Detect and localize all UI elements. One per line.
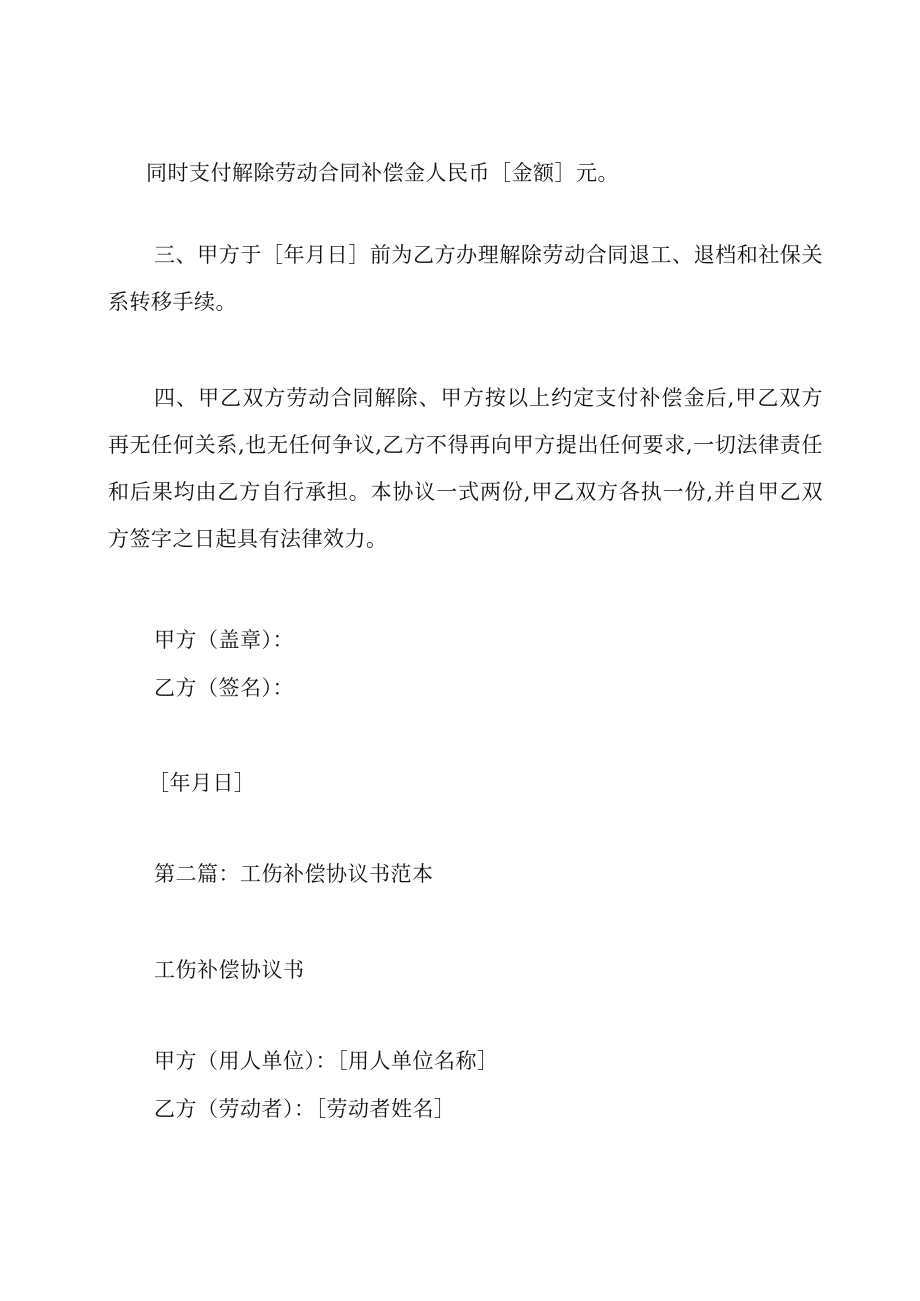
party-a-seal-line: 甲方（盖章）： bbox=[154, 628, 294, 652]
date-placeholder: ［年月日］ bbox=[148, 771, 256, 795]
clause-four: 四、甲乙双方劳动合同解除、甲方按以上约定支付补偿金后,甲乙双方再无任何关系,也无任何争议,乙方不得再向甲方提出任何要求,一切法律责任和后果均由乙方自行承担。本协议一式两份,甲乙双方各执一份,并自甲乙双方签字之日起具有法律效力。 bbox=[108, 386, 823, 551]
agreement-title: 工伤补偿协议书 bbox=[154, 958, 305, 982]
party-a-employer-line: 甲方（用人单位）：［用人单位名称］ bbox=[154, 1049, 499, 1073]
chapter-title: 第二篇：工伤补偿协议书范本 bbox=[154, 862, 434, 886]
clause-three: 三、甲方于［年月日］前为乙方办理解除劳动合同退工、退档和社保关系转移手续。 bbox=[108, 243, 823, 314]
compensation-payment-line: 同时支付解除劳动合同补偿金人民币［金额］元。 bbox=[146, 161, 619, 185]
party-b-worker-line: 乙方（劳动者）：［劳动者姓名］ bbox=[154, 1097, 456, 1121]
party-b-signature-line: 乙方（签名）： bbox=[154, 676, 294, 700]
